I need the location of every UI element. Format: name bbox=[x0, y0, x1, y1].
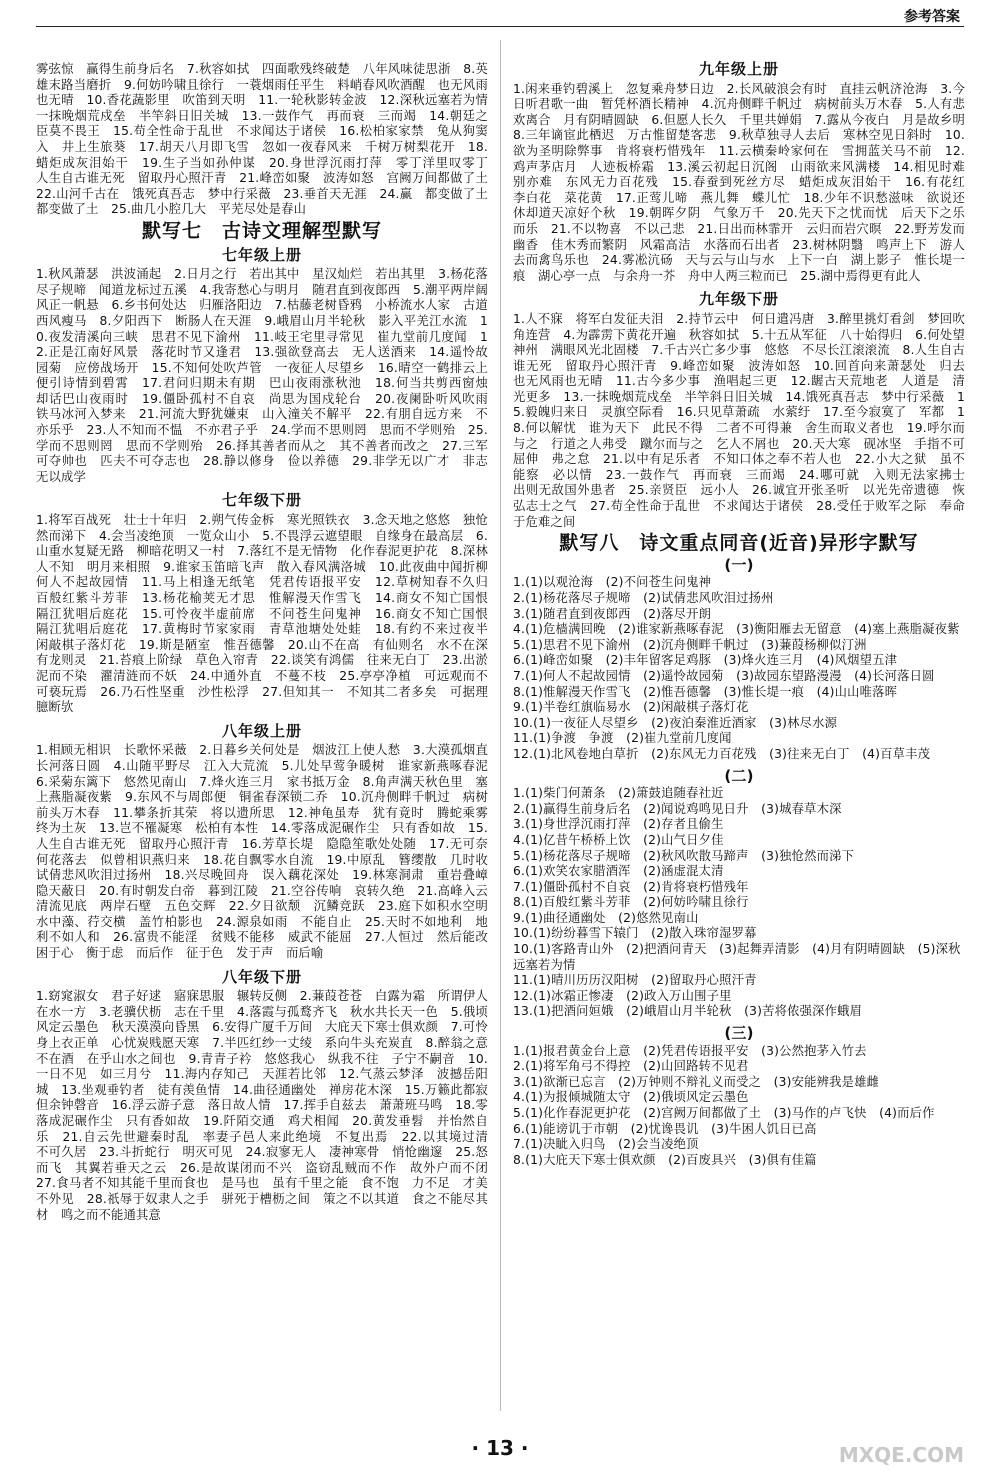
list-item: 5.(1)杨花落尽子规啼 (2)秋风吹散马蹄声 (3)独怆然而涕下 bbox=[513, 848, 855, 863]
list-item: 3.(1)欲渐已忘言 (2)万钟则不辩礼义而受之 (3)安能辨我是雄雌 bbox=[513, 1074, 880, 1089]
list-item: 10.(1)一夜征人尽望乡 (2)夜泊秦淮近酒家 (3)林尽水源 bbox=[513, 715, 838, 730]
section6-continued: 雾弦惊 赢得生前身后名 7.秋容如拭 四面歌残终破楚 八年风味徒思浙 8.英雄末路当磨折 9.何妨吟啸且徐行 一蓑烟雨任平生 料峭春风吹酒醒 也无风雨也无晴 10.香花蔬影里 吹笛到天明 11.一轮秋影转金波 12.深秋远塞若为情 一抹晚烟荒戍垒 半竿斜日旧关城 13.一鼓作气 再而衰 三而竭 14.朝廷之臣莫不畏王 15.苟全性命于乱世 不求闻达于诸侯 16.松柏家家禁 兔从狗窦入 井上生旅葵 17.胡天八月即飞雪 忽如一夜春风来 千树万树梨花开 18.蜡炬成灰泪始干 19.生子当如孙仲谋 20.身世浮沉雨打萍 零丁洋里叹零丁 人生自古谁无死 留取丹心照汗青 21.峰峦如聚 波涛如怒 宫阙万间都做了土 22.山河千古在 饿死真吾志 梦中行采薇 23.垂首天无涯 24.赢 都变做了土 都变做了土 25.曲几小腔几大 平芜尽处是春山 bbox=[36, 62, 513, 217]
page-header-title: 参考答案 bbox=[904, 9, 960, 25]
list-item: 12.(1)冰霜正惨凄 (2)政入万山围子里 bbox=[513, 988, 732, 1003]
list-item: 6.(1)能谤讥于市朝 (2)忧谗畏讥 (3)牛困人饥日已高 bbox=[513, 1121, 817, 1136]
grade8a-answers: 1.相顾无相识 长歌怀采薇 2.日暮乡关何处是 烟波江上使人愁 3.大漠孤烟直 长河落日圆 4.山随平野尽 江入大荒流 5.儿处早莺争暖树 谁家新燕啄春泥 6.采菊东篱下 悠然见南山 7.烽火连三月 家书抵万金 8.角声满天秋色里 塞上燕脂凝夜紫 9.东风不与周郎便 铜雀春深锁二乔 10.沉舟侧畔千帆过 病树前头万木春 11.攀条折其荣 将以遗所思 12.神龟虽寿 犹有竟时 腾蛇乘雾 终为土灰 13.岂不罹凝寒 松柏有本性 14.零落成泥碾作尘 只有香如故 15.人生自古谁无死 留取丹心照汗青 16.芳草长堤 隐隐笙歌处处随 17.无可奈何花落去 似曾相识燕归来 18.花自飘零水自流 19.中原乱 簪缨散 几时收 试倩悲风吹泪过扬州 18.兴尽晚回舟 误入藕花深处 19.林寒洞肃 重岩叠嶂 隐天蔽日 20.有时朝发白帝 暮到江陵 21.空谷传响 哀转久绝 21.高峰入云 清流见底 两岸石壁 五色交辉 22.夕日欲颓 沉鳞竞跃 23.庭下如积水空明 水中藻、荇交横 盖竹柏影也 24.源泉如雨 不能自止 25.天时不如地利 地利不如人和 26.富贵不能淫 贫贱不能移 威武不能屈 27.人恒过 然后能改 困于心 衡于虑 而后作 征于色 发于声 而后喻 bbox=[36, 743, 501, 961]
column-divider bbox=[500, 40, 501, 1411]
list-item: 10.(1)纷纷暮雪下辕门 (2)散入珠帘湿罗幕 bbox=[513, 926, 757, 941]
list-item: 8.(1)惟解漫天作雪飞 (2)惟吾德馨 (3)惟长堤一痕 (4)山山唯落晖 bbox=[513, 684, 898, 699]
list-item: 9.(1)曲径通幽处 (2)悠然见南山 bbox=[513, 910, 699, 925]
grade7a-answers: 1.秋风萧瑟 洪波涌起 2.日月之行 若出其中 星汉灿烂 若出其里 3.杨花落尽子规啼 闻道龙标过五溪 4.我寄愁心与明月 随君直到夜郎西 5.潮平两岸阔 风正一帆悬 6.乡书何处达 归雁洛阳边 7.枯藤老树昏鸦 小桥流水人家 古道西风瘦马 8.夕阳西下 断肠人在天涯 9.峨眉山月半轮秋 影入平羌江水流 10.夜发清溪向三峡 思君不见下渝州 11.岐王宅里寻常见 崔九堂前几度闻 12.正是江南好风景 落花时节又逢君 13.强欲登高去 无人送酒来 14.遥怜故园菊 应傍战场开 15.不知何处吹芦管 一夜征人尽望乡 16.晴空一鹤排云上 便引诗情到碧霄 17.君问归期未有期 巴山夜雨涨秋池 18.何当共剪西窗烛 却话巴山夜雨时 19.僵卧孤村不自哀 尚思为国戍轮台 20.夜阑卧听风吹雨 铁马冰河入梦来 21.河流大野犹嫌束 山入潼关不解平 22.有朋自远方来 不亦乐乎 23.人不知而不愠 不亦君子乎 24.学而不思则罔 思而不学则殆 25.学而不思则罔 思而不学则殆 26.择其善者而从之 其不善者而改之 27.三军可夺帅也 匹夫不可夺志也 28.静以修身 俭以养德 29.非学无以广才 非志无以成学 bbox=[36, 267, 501, 484]
list-item: 13.(1)把酒问姮娥 (2)峨眉山月半轮秋 (3)苦将侬强深作蛾眉 bbox=[513, 1004, 863, 1019]
list-item: 2.(1)赢得生前身后名 (2)闻说鸡鸣见日升 (3)城春草木深 bbox=[513, 801, 842, 816]
subsection3-list bbox=[513, 1044, 965, 1169]
list-item: 11.(1)争渡 争渡 (2)崔九堂前几度闻 bbox=[513, 731, 732, 746]
subsection3-title: (三) bbox=[724, 1024, 754, 1043]
header-rule bbox=[36, 26, 964, 27]
list-item: 6.(1)欢笑农家腊酒浑 (2)涵虚混太清 bbox=[513, 864, 724, 879]
grade7b-title: 七年级下册 bbox=[221, 491, 302, 510]
grade8b-answers: 1.窈窕淑女 君子好逑 寤寐思服 辗转反侧 2.蒹葭苍苍 白露为霜 所谓伊人 在水一方 3.老骥伏枥 志在千里 4.落霞与孤鹜齐飞 秋水共长天一色 5.俄顷风定云墨色 秋天漠漠向昏黑 6.安得广厦千万间 大庇天下寒士俱欢颜 7.可怜身上衣正单 心忧炭贱愿天寒 7.半匹红纱一丈绫 系向牛头充炭直 8.醉翁之意不在酒 在乎山水之间也 9.青青子衿 悠悠我心 纵我不往 子宁不嗣音 10.一日不见 如三月兮 11.海内存知己 天涯若比邻 12.气蒸云梦泽 波撼岳阳城 13.坐观垂钓者 徒有羡鱼情 14.曲径通幽处 禅房花木深 15.万籁此都寂 但余钟磬音 16.浮云游子意 落日故人情 17.挥手自兹去 萧萧班马鸣 18.零落成泥碾作尘 只有香如故 19.阡陌交通 鸡犬相闻 20.黄发垂髫 并怡然自乐 21.自云先世避秦时乱 率妻子邑人来此绝境 不复出焉 22.以其境过清 不可久居 23.斗折蛇行 明灭可见 24.寂寥无人 凄神寒骨 悄怆幽邃 25.怒而飞 其翼若垂天之云 26.是故谋闭而不兴 盗窃乱贼而不作 故外户而不闭 27.食马者不知其能千里而食也 是马也 虽有千里之能 食不饱 力不足 才美不外见 28.祇辱于奴隶人之手 骈死于槽枥之间 策之不以其道 食之不能尽其材 鸣之而不能通其意 bbox=[36, 989, 501, 1222]
section7-title: 默写七 古诗文理解型默写 bbox=[141, 219, 382, 242]
grade8a-title: 八年级上册 bbox=[221, 721, 302, 740]
grade7a-title: 七年级上册 bbox=[221, 245, 302, 264]
subsection2-list bbox=[513, 786, 965, 1020]
list-item: 7.(1)何人不起故园情 (2)遥怜故园菊 (3)故园东望路漫漫 (4)长河落日圆 bbox=[513, 668, 935, 683]
grade9b-answers: 1.人不寐 将军白发征夫泪 2.持节云中 何日遣冯唐 3.醉里挑灯看剑 梦回吹角连营 4.为霹雳下黄花开遍 秋容如拭 5.十五从军征 八十始得归 6.何处望神州 满眼风光北固楼 7.千古兴亡多少事 悠悠 不尽长江滚滚流 8.人生自古谁无死 留取丹心照汗青 9.峰峦如聚 波涛如怒 10.回首向来萧瑟处 归去 也无风雨也无晴 11.古今多少事 渔唱起三更 12.龌古天荒地老 人道是 清光更多 13.一抹晚烟荒戍垒 半竿斜日旧关城 14.饿死真吾志 梦中行采薇 15.毅魄归来日 灵旗空际看 16.只见草萧疏 水萦纡 17.至今寂寞了 军都 18.何以解忧 谁为天下 此民不得 二者不可得兼 舍生而取义者也 19.呼尔而与之 行道之人弗受 蹴尔而与之 乞人不屑也 20.天大寒 砚冰坚 手指不可屈伸 弗之怠 21.以中有足乐者 不知口体之奉不若人也 22.小大之狱 虽不能察 必以情 23.一鼓作气 再而衰 三而竭 24.哪可就 入则无法家拂士 出则无敌国外患者 25.亲贤臣 远小人 26.诚宜开张圣听 以光先帝遗德 恢弘志士之气 27.苟全性命于乱世 不求闻达于诸侯 28.受任于败军之际 奉命于危难之间 bbox=[513, 311, 978, 529]
list-item: 4.(1)危樯满回晚 (2)谁家新燕啄春泥 (3)衡阳雁去无留意 (4)塞上燕脂凝夜紫 bbox=[513, 622, 960, 637]
subsection1-list bbox=[513, 575, 965, 762]
list-item: 3.(1)身世浮沉雨打萍 (2)存者且偷生 bbox=[513, 817, 724, 832]
right-column bbox=[513, 60, 978, 1168]
list-item: 1.(1)柴门何萧条 (2)箫鼓追随春社近 bbox=[513, 786, 724, 801]
list-item: 1.(1)报君黄金台上意 (2)凭君传语报平安 (3)公然抱茅入竹去 bbox=[513, 1043, 867, 1058]
list-item: 2.(1)杨花落尽子规啼 (2)试倩悲风吹泪过扬州 bbox=[513, 591, 774, 605]
list-item: 9.(1)半卷红旗临易水 (2)闲敲棋子落灯花 bbox=[513, 700, 749, 715]
list-item: 5.(1)思君不见下渝州 (2)沉舟侧畔千帆过 (3)蒹葭杨柳似汀洲 bbox=[513, 637, 867, 652]
section8-title: 默写八 诗文重点同音(近音)异形字默写 bbox=[559, 532, 919, 555]
list-item: 2.(1)将军角弓不得控 (2)山回路转不见君 bbox=[513, 1059, 749, 1074]
grade9b-title: 九年级下册 bbox=[698, 290, 779, 309]
list-item: 12.(1)北风卷地白草折 (2)东风无力百花残 (3)往来无白丁 (4)百草丰茂 bbox=[513, 746, 931, 761]
list-item: 4.(1)亿昔午桥桥上饮 (2)山气日夕佳 bbox=[513, 832, 724, 847]
page-number: · 13 · bbox=[471, 1436, 529, 1460]
list-item: 11.(1)晴川历历汉阳树 (2)留取丹心照汗青 bbox=[513, 973, 757, 988]
list-item: 5.(1)化作春泥更护花 (2)宫阙万间都做了土 (3)马作的卢飞快 (4)而后作 bbox=[513, 1106, 935, 1120]
list-item: 10.(1)客路青山外 (2)把酒问青天 (3)起舞弄清影 (4)月有阴晴圆缺 (5)深秋远塞若为情 bbox=[513, 942, 961, 972]
list-item: 8.(1)大庇天下寒士俱欢颜 (2)百废具兴 (3)俱有佳篇 bbox=[513, 1152, 817, 1167]
list-item: 4.(1)为报倾城随太守 (2)俄顷风定云墨色 bbox=[513, 1090, 749, 1105]
left-column bbox=[36, 62, 513, 1223]
list-item: 8.(1)百般红紫斗芳菲 (2)何妨吟啸且徐行 bbox=[513, 895, 749, 910]
subsection1-title: (一) bbox=[724, 555, 754, 574]
watermark: MXQE.COM bbox=[838, 1443, 964, 1467]
list-item: 1.(1)以观沧海 (2)不问苍生问鬼神 bbox=[513, 575, 712, 590]
grade8b-title: 八年级下册 bbox=[221, 967, 302, 986]
list-item: 7.(1)决眦入归鸟 (2)会当凌绝顶 bbox=[513, 1137, 699, 1152]
subsection2-title: (二) bbox=[724, 766, 754, 785]
list-item: 6.(1)峰峦如聚 (2)丰年留客足鸡豚 (3)烽火连三月 (4)风烟望五津 bbox=[513, 653, 898, 668]
list-item: 3.(1)随君直到夜郎西 (2)落尽开朗 bbox=[513, 606, 712, 621]
list-item: 7.(1)僵卧孤村不自哀 (2)肯将衰朽惜残年 bbox=[513, 879, 749, 894]
grade7b-answers: 1.将军百战死 壮士十年归 2.朔气传金柝 寒光照铁衣 3.念天地之悠悠 独怆然而涕下 4.会当凌绝顶 一览众山小 5.不畏浮云遮望眼 自缘身在最高层 6.山重水复疑无路 柳暗花明又一村 7.落红不是无情物 化作春泥更护花 8.深林人不知 明月来相照 9.谁家玉笛暗飞声 散入春风满洛城 10.此夜曲中闻折柳 何人不起故园情 11.马上相逢无纸笔 凭君传语报平安 12.草树知春不久归 百般红紫斗芳菲 13.杨花榆荚无才思 惟解漫天作雪飞 14.商女不知亡国恨 隔江犹唱后庭花 15.可怜夜半虚前席 不问苍生问鬼神 16.商女不知亡国恨 隔江犹唱后庭花 17.黄梅时节家家雨 青草池塘处处蛙 18.有约不来过夜半 闲敲棋子落灯花 19.斯是陋室 惟吾德馨 20.山不在高 有仙则名 水不在深 有龙则灵 21.苔痕上阶绿 草色入帘青 22.谈笑有鸿儒 往来无白丁 23.出淤泥而不染 濯清涟而不妖 24.中通外直 不蔓不枝 25.亭亭净植 可远观而不可亵玩焉 26.乃石性坚重 沙性松浮 27.但知其一 不知其二者多矣 可据理臆断欤 bbox=[36, 513, 501, 715]
grade9a-answers: 1.闲来垂钓碧溪上 忽复乘舟梦日边 2.长风破浪会有时 直挂云帆济沧海 3.今日听君歌一曲 暂凭杯酒长精神 4.沉舟侧畔千帆过 病树前头万木春 5.人有悲欢离合 月有阴晴圆缺 6.但愿人长久 千里共婵娟 7.露从今夜白 月是故乡明 8.三年谪宦此栖迟 万古惟留楚客悲 9.秋草独寻人去后 寒林空见日斜时 10.欲为圣明除弊事 肯将衰朽惜残年 11.云横秦岭家何在 雪拥蓝关马不前 12.鸡声茅店月 人迹板桥霜 13.溪云初起日沉阁 山雨欲来风满楼 14.相见时难别亦难 东风无力百花残 15.春蚕到死丝方尽 蜡炬成灰泪始干 16.有花红 李白花 菜花黄 17.正莺儿啼 燕儿舞 蝶儿忙 18.少年不识愁滋味 欲说还休却道天凉好个秋 19.朝晖夕阴 气象万千 20.先天下之忧而忧 后天下之乐而乐 21.不以物喜 不以己悲 21.日出而林霏开 云归而岩穴暝 22.野芳发而幽香 佳木秀而繁阴 风霜高洁 水落而石出者 23.树林阴翳 鸣声上下 游人去而禽鸟乐也 24.雾凇沆砀 天与云与山与水 上下一白 湖上影子 惟长堤一痕 湖心亭一点 与余舟一芥 舟中人两三粒而已 25.湖中焉得更有此人 bbox=[513, 81, 978, 283]
grade9a-title: 九年级上册 bbox=[698, 60, 779, 78]
